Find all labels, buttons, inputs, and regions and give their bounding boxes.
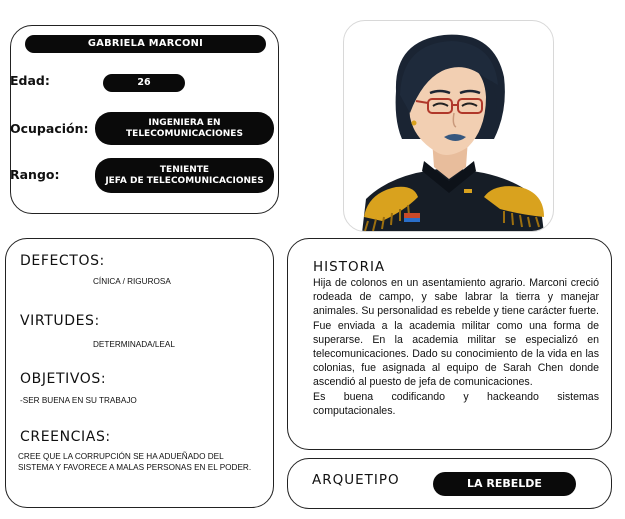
history-title: HISTORIA: [313, 259, 386, 275]
history-card: [287, 238, 612, 450]
rank-line2: JEFA DE TELECOMUNICACIONES: [105, 175, 264, 186]
defects-title: DEFECTOS:: [20, 253, 105, 269]
history-paragraph-1: Hija de colonos en un asentamiento agrario. Marconi creció rodeada de campo, y sabe labrar la tierra y manejar animales. Su personalidad es rebelde y tiene carácter fuerte. Fue enviada a la academia militar como una forma de superarse. En la academia militar se especializó en telecomunicaciones. Dado su conocimiento de la vida en las colonias, fue asignada al equipo de Sarah Chen donde ascendió al puesto de jefa de comunicaciones.: [313, 277, 599, 389]
rank-label: Rango:: [10, 167, 60, 182]
name-badge: GABRIELA MARCONI: [25, 35, 266, 53]
defects-value: CÍNICA / RIGUROSA: [93, 277, 171, 286]
occupation-value: [95, 112, 274, 145]
rank-line1: TENIENTE: [159, 165, 210, 176]
archetype-label: ARQUETIPO: [312, 472, 400, 488]
rank-value: [95, 158, 274, 193]
occupation-label: Ocupación:: [10, 121, 89, 136]
virtues-value: DETERMINADA/LEAL: [93, 340, 175, 349]
archetype-card: [287, 458, 612, 509]
history-paragraph-2: Es buena codificando y hackeando sistemas computacionales.: [313, 390, 599, 417]
archetype-value: LA REBELDE: [433, 472, 576, 496]
goals-title: OBJETIVOS:: [20, 371, 107, 387]
beliefs-value: CREE QUE LA CORRUPCIÓN SE HA ADUEÑADO DEL SISTEMA Y FAVORECE A MALAS PERSONAS EN EL PODER.: [18, 452, 252, 472]
age-label: Edad:: [10, 73, 50, 88]
occupation-line2: TELECOMUNICACIONES: [126, 128, 243, 139]
virtues-title: VIRTUDES:: [20, 313, 100, 329]
history-text: [313, 276, 599, 418]
character-portrait: [343, 20, 554, 232]
occupation-line1: INGENIERA EN: [148, 118, 221, 129]
portrait-illustration: [344, 21, 554, 232]
beliefs-title: CREENCIAS:: [20, 429, 111, 445]
age-value: 26: [103, 74, 185, 92]
goals-value: -SER BUENA EN SU TRABAJO: [20, 396, 137, 405]
